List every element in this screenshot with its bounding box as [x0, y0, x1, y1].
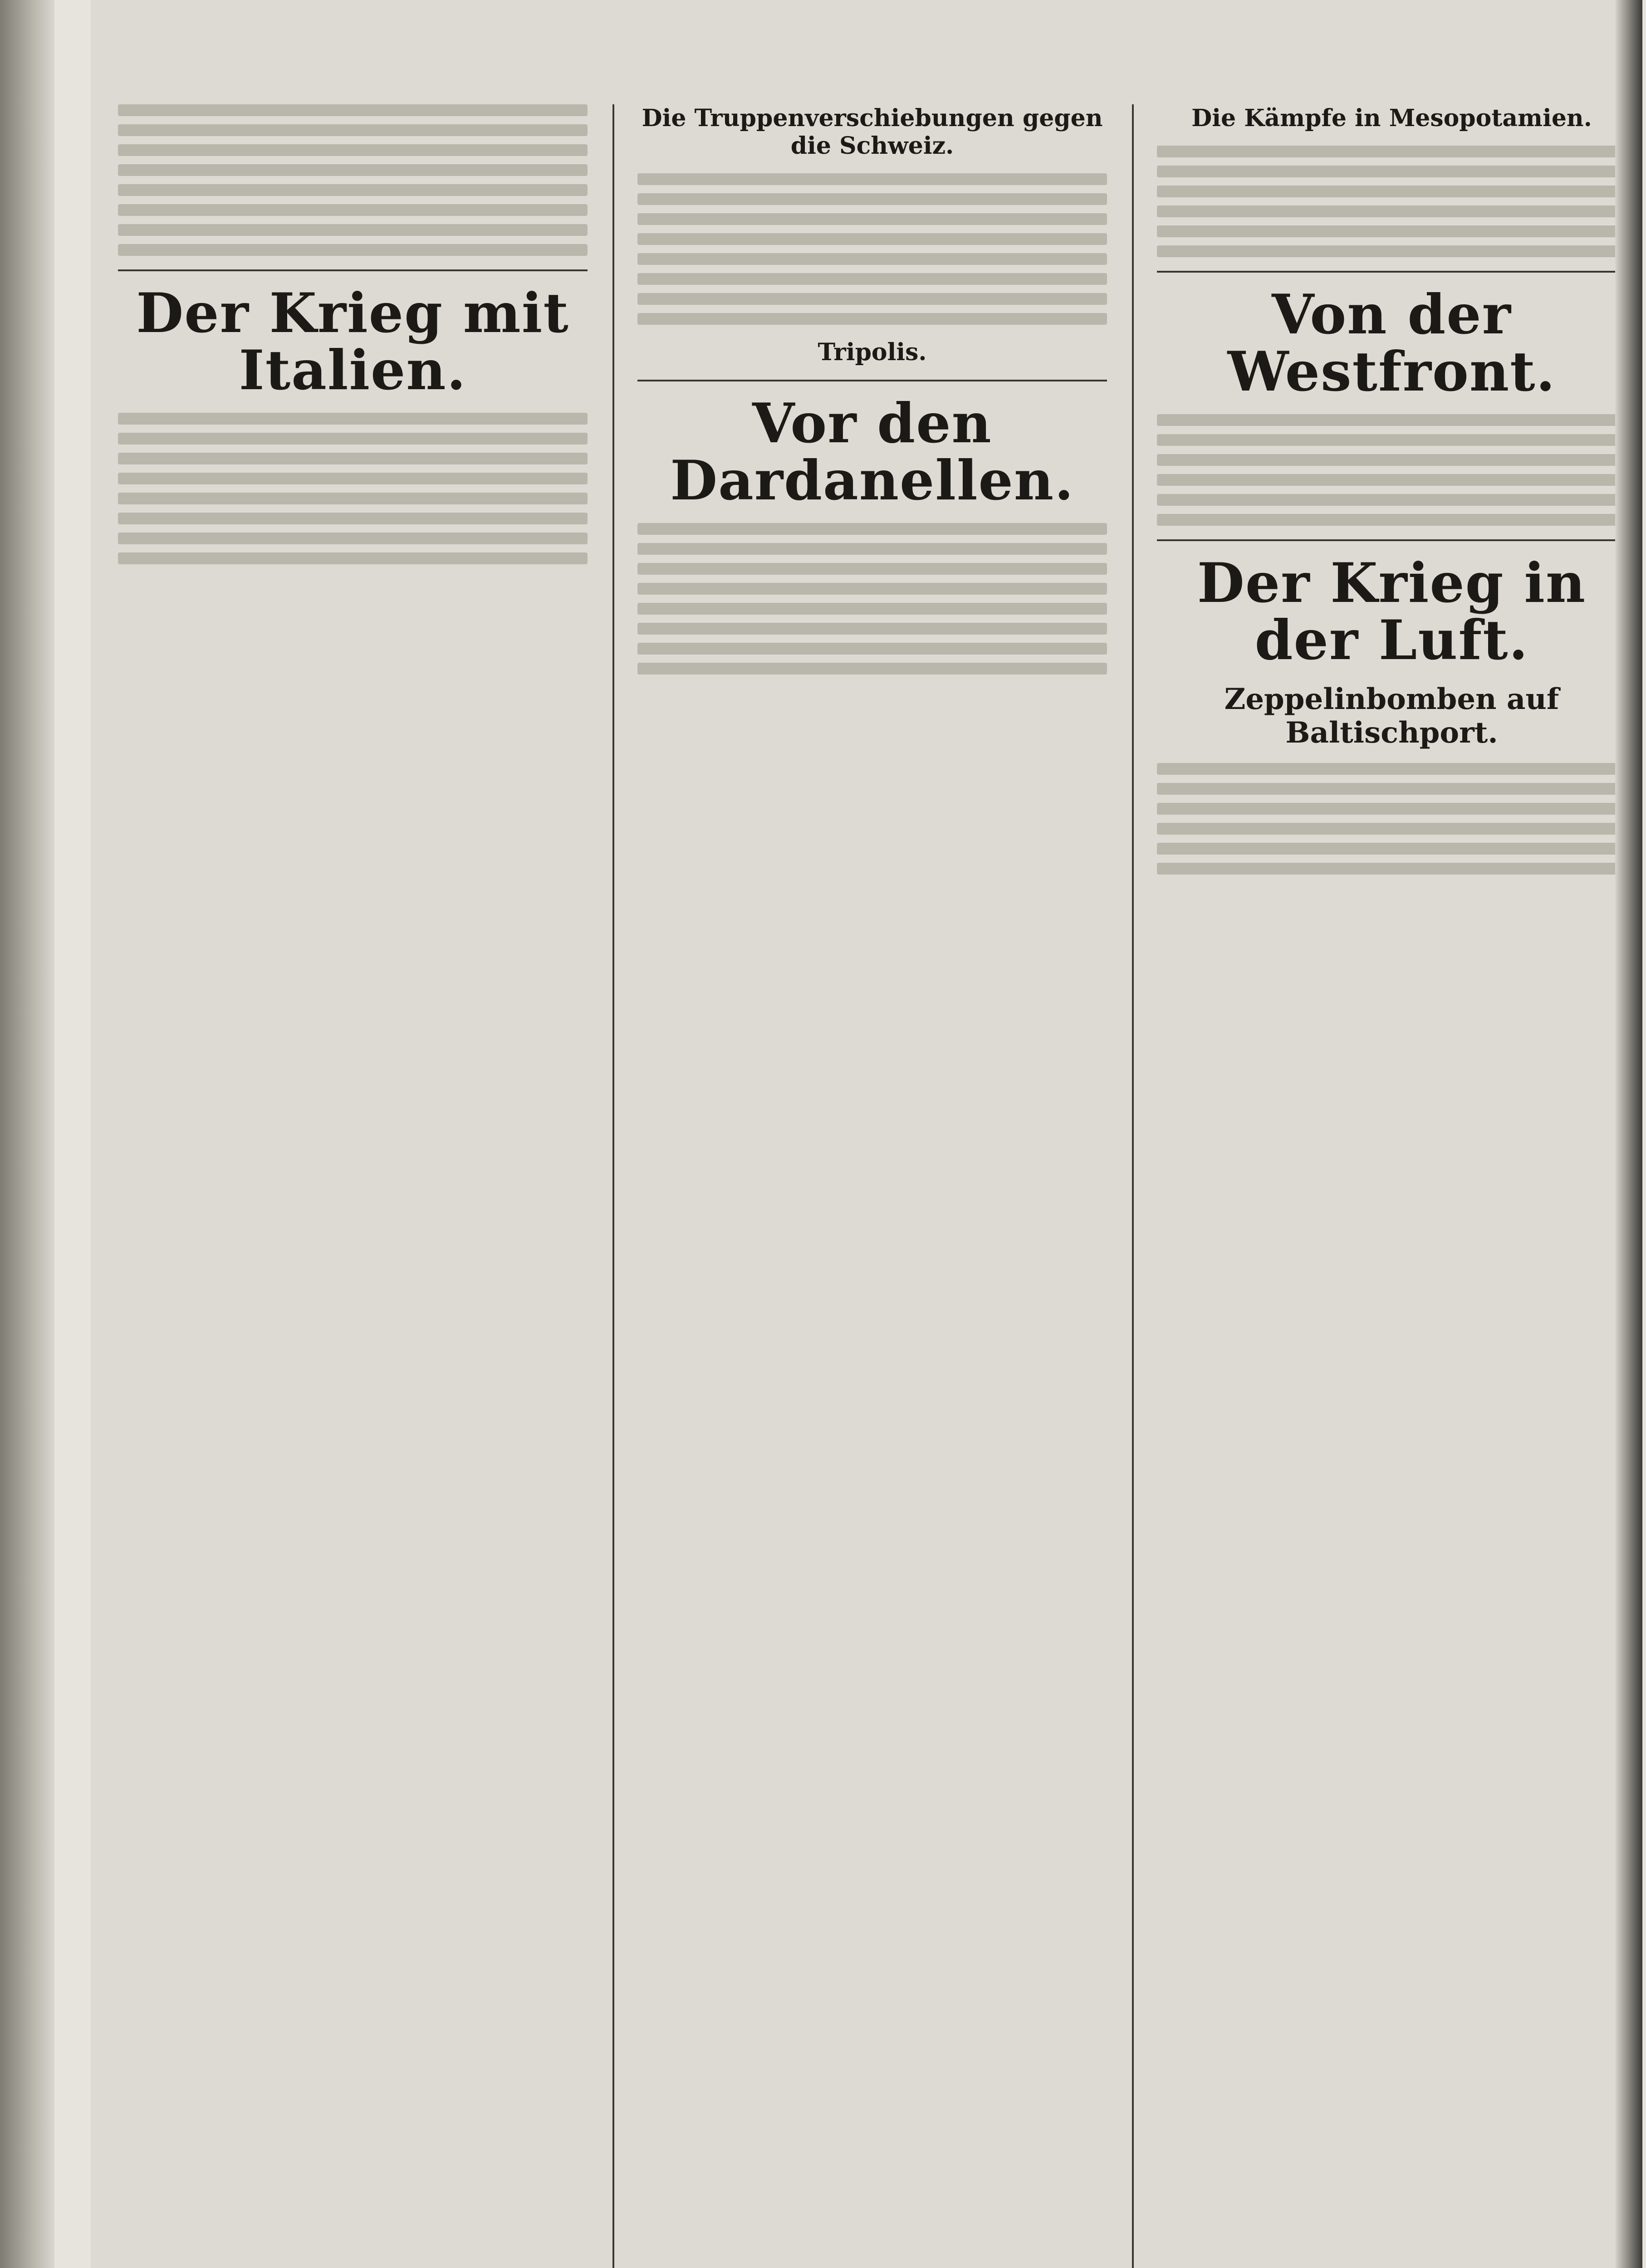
section-mesopotamia: Die Kämpfe in Mesopotamien. [1191, 104, 1592, 132]
article-body [1157, 146, 1626, 257]
subhead-zeppelin: Zeppelinbomben auf Baltischport. [1224, 682, 1559, 750]
book-binding [0, 0, 54, 2268]
column-rule [612, 104, 614, 2268]
article-body [1157, 763, 1626, 875]
headline-italy: Der Krieg mit Italien. [136, 281, 569, 402]
article-body [118, 413, 588, 564]
column-right [1157, 104, 1626, 875]
article-body [118, 104, 588, 256]
newspaper-page [91, 0, 1642, 2268]
article-body [1157, 414, 1626, 526]
section-tripolis: Tripolis. [818, 338, 927, 366]
article-body [637, 173, 1107, 325]
headline-air: Der Krieg in der Luft. [1197, 551, 1587, 672]
column-middle [637, 104, 1107, 675]
headline-dardanelles: Vor den Dardanellen. [670, 391, 1074, 513]
section-switzerland: Die Truppenverschiebungen gegen die Schweiz. [642, 104, 1103, 160]
page-edge [1615, 0, 1642, 2268]
column-rule [1132, 104, 1134, 2268]
headline-westfront: Von der Westfront. [1227, 283, 1556, 404]
article-body [637, 523, 1107, 675]
column-left [118, 104, 588, 564]
